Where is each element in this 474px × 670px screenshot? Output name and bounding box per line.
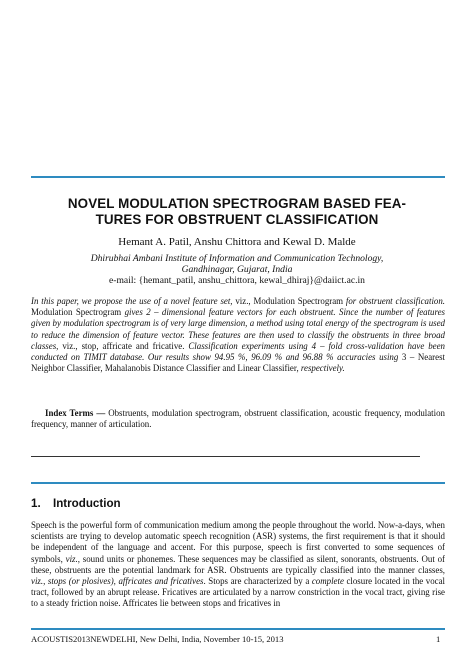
abstract-text: Classification experiments using 4 – fold cross-validation have been conducted on TIMIT database. Our results show 94.95 %, 96.09 % and 96.88 % accuracies using — [31, 340, 445, 363]
paper-title — [44, 196, 430, 228]
affiliation-block — [44, 253, 430, 286]
body-text-span: Speech is the powerful form of communication medium among the people throughout the world. Now-a-days, when scientists are trying to develop automatic speech recognition (ASR) systems, the first requirement is that it should be independent of the language and accent. For this purpose, speech is first converted to some sequences of symbols, — [31, 520, 445, 564]
abstract-text: viz — [62, 340, 74, 351]
title-line-2: TURES FOR OBSTRUENT CLASSIFICATION — [95, 212, 379, 227]
abstract-text: for obstruent classification. — [345, 296, 446, 306]
footer-conference: ACOUSTIS2013NEWDELHI, New Delhi, India, November 10-15, 2013 — [31, 634, 284, 644]
section-title: Introduction — [53, 497, 121, 510]
abstract-text: ., Modulation Spectrogram — [246, 296, 346, 306]
section-number: 1. — [31, 497, 41, 510]
index-terms-text: Obstruents, modulation spectrogram, obstruent classification, acoustic frequency, modulation frequency, manner of articulation. — [31, 408, 445, 430]
abstract-divider-rule — [31, 456, 420, 457]
abstract-text: respectively. — [300, 363, 345, 374]
abstract-text: In this paper, we propose the use of a novel feature set, — [31, 296, 236, 306]
author-email: e-mail: {hemant_patil, anshu_chittora, kewal_dhiraj}@daiict.ac.in — [109, 275, 365, 286]
abstract-text: gives 2 – dimensional feature vectors for each obstruent. Since the number of features given by modulation spectrogram is of very large dimension, a method using total energy of the spectrogram is used to reduce the dimension of feature vector. These features are then used to classify the obstruents in three broad classes, — [31, 307, 445, 351]
introduction-paragraph — [31, 520, 445, 610]
index-terms — [31, 408, 445, 431]
body-text-span: , sound units or phonemes. These sequences may be classified as silent, sonorants, obstruents. Out of these, obstruents are the potential landmark for ASR. Obstruents are typically classified into the manner classes, — [31, 553, 445, 575]
body-text-span: viz. — [65, 553, 78, 564]
title-line-1: NOVEL MODULATION SPECTROGRAM BASED FEA- — [67, 196, 407, 211]
section-heading-introduction — [31, 497, 121, 511]
section-blue-rule — [31, 482, 445, 484]
abstract — [31, 296, 445, 374]
body-text-span: . Stops are characterized by a — [203, 576, 312, 587]
affiliation-location: Gandhinagar, Gujarat, India — [181, 264, 293, 275]
abstract-text: ., stop, affricate and fricative. — [73, 340, 189, 351]
author-list: Hemant A. Patil, Anshu Chittora and Kewal D. Malde — [118, 236, 356, 248]
index-terms-label: Index Terms — — [45, 408, 106, 418]
affiliation-institute: Dhirubhai Ambani Institute of Information and Communication Technology, — [90, 253, 384, 264]
page-number: 1 — [436, 634, 441, 644]
top-blue-rule — [31, 176, 445, 178]
abstract-text: 3 – Nearest Neighbor Classifier, Mahalanobis Distance Classifier and Linear Classifier, — [31, 352, 445, 374]
abstract-text: Modulation Spectrogram — [31, 307, 125, 318]
body-text-span: viz., stops (or plosives), affricates and fricatives — [31, 576, 204, 587]
footer-blue-rule — [31, 628, 445, 630]
body-text-span: closure located in the vocal tract, followed by an abrupt release. Fricatives are articulated by a narrow constriction in the vocal tract, giving rise to a steady friction noise. Affricates lie between stops and fricatives in — [31, 576, 445, 609]
body-text-span: complete — [311, 576, 344, 587]
abstract-text: viz — [235, 296, 247, 306]
